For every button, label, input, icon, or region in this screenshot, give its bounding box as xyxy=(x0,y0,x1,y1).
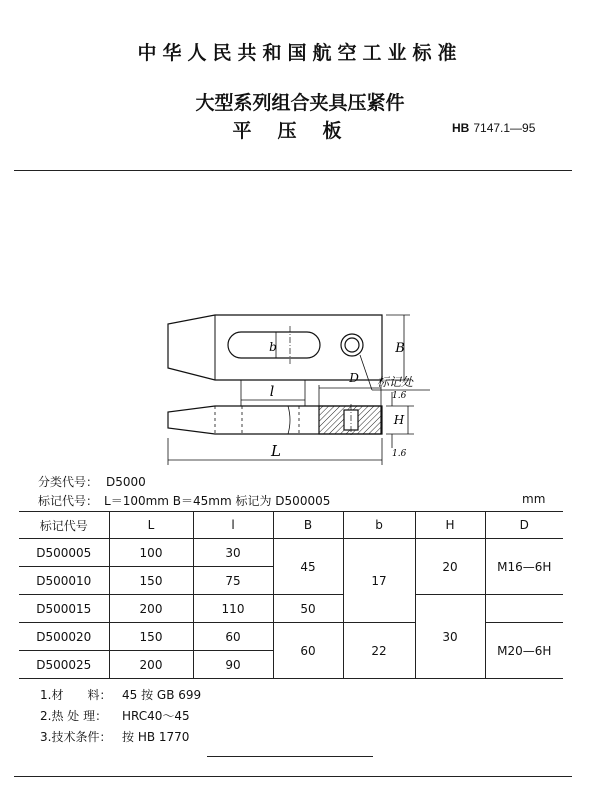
cell-l: 75 xyxy=(193,567,273,595)
marking-note: 标记处 xyxy=(377,375,414,389)
cell-l: 60 xyxy=(193,623,273,651)
note-label: 3.技术条件： xyxy=(40,730,112,744)
class-code-line xyxy=(38,473,146,490)
note-item xyxy=(40,728,201,749)
mark-code-example: L＝100mm B＝45mm 标记为 D500005 xyxy=(104,494,331,508)
cell-D-empty xyxy=(485,595,563,623)
cell-code: D500005 xyxy=(19,539,109,567)
dim-b-label: b xyxy=(269,340,277,354)
standard-code-prefix: HB xyxy=(452,121,470,135)
header-L: L xyxy=(109,512,193,539)
cell-l: 90 xyxy=(193,651,273,679)
header-b: b xyxy=(343,512,415,539)
cell-L: 100 xyxy=(109,539,193,567)
cell-l: 30 xyxy=(193,539,273,567)
standard-body-title: 中华人民共和国航空工业标准 xyxy=(137,42,463,64)
cell-H: 20 xyxy=(415,539,485,595)
cell-D: M16—6H xyxy=(485,539,563,595)
table-row xyxy=(19,539,563,567)
header-H: H xyxy=(415,512,485,539)
cell-code: D500020 xyxy=(19,623,109,651)
spec-table xyxy=(19,511,563,679)
note-value: 按 HB 1770 xyxy=(122,730,190,744)
unit-label: mm xyxy=(522,492,546,506)
table-row xyxy=(19,595,563,623)
cell-code: D500010 xyxy=(19,567,109,595)
cell-L: 150 xyxy=(109,567,193,595)
class-code-value: D5000 xyxy=(106,475,146,489)
cell-L: 200 xyxy=(109,651,193,679)
cell-b: 17 xyxy=(343,539,415,623)
note-item xyxy=(40,707,201,728)
cell-code: D500015 xyxy=(19,595,109,623)
standard-code xyxy=(452,121,535,135)
header-l: l xyxy=(193,512,273,539)
note-item xyxy=(40,686,201,707)
cell-L: 150 xyxy=(109,623,193,651)
dim-D-label: D xyxy=(349,371,359,385)
roughness-top-label: 1.6 xyxy=(392,391,407,401)
dim-l-label: l xyxy=(269,384,275,400)
class-code-label: 分类代号： xyxy=(38,475,99,489)
table-header-row xyxy=(19,512,563,539)
footer-rule xyxy=(14,776,572,777)
notes-list xyxy=(40,686,201,749)
roughness-bottom-label: 1.6 xyxy=(392,449,407,459)
mark-code-line xyxy=(38,492,330,509)
dim-L-label: L xyxy=(271,442,281,460)
cell-code: D500025 xyxy=(19,651,109,679)
front-view xyxy=(168,404,382,436)
cell-B: 50 xyxy=(273,595,343,623)
cell-l: 110 xyxy=(193,595,273,623)
header-code: 标记代号 xyxy=(19,512,109,539)
header-B: B xyxy=(273,512,343,539)
header-D: D xyxy=(485,512,563,539)
note-value: HRC40～45 xyxy=(122,709,190,723)
document-title: 大型系列组合夹具压紧件 xyxy=(195,92,405,114)
cell-B: 60 xyxy=(273,623,343,679)
note-label: 2.热 处 理： xyxy=(40,709,108,723)
cell-D: M20—6H xyxy=(485,623,563,679)
note-value: 45 按 GB 699 xyxy=(122,688,202,702)
dim-H-label: H xyxy=(393,413,405,427)
header-rule xyxy=(14,170,572,171)
document-subtitle: 平压板 xyxy=(232,120,368,142)
end-rule xyxy=(207,756,373,757)
cell-L: 200 xyxy=(109,595,193,623)
cell-B: 45 xyxy=(273,539,343,595)
cell-b: 22 xyxy=(343,623,415,679)
dim-B-label: B xyxy=(395,341,405,356)
standard-code-number: 7147.1—95 xyxy=(473,121,536,135)
cell-H: 30 xyxy=(415,595,485,679)
part-drawing xyxy=(0,180,600,460)
mark-code-label: 标记代号： xyxy=(38,494,99,508)
note-label: 1.材 料： xyxy=(40,688,112,702)
